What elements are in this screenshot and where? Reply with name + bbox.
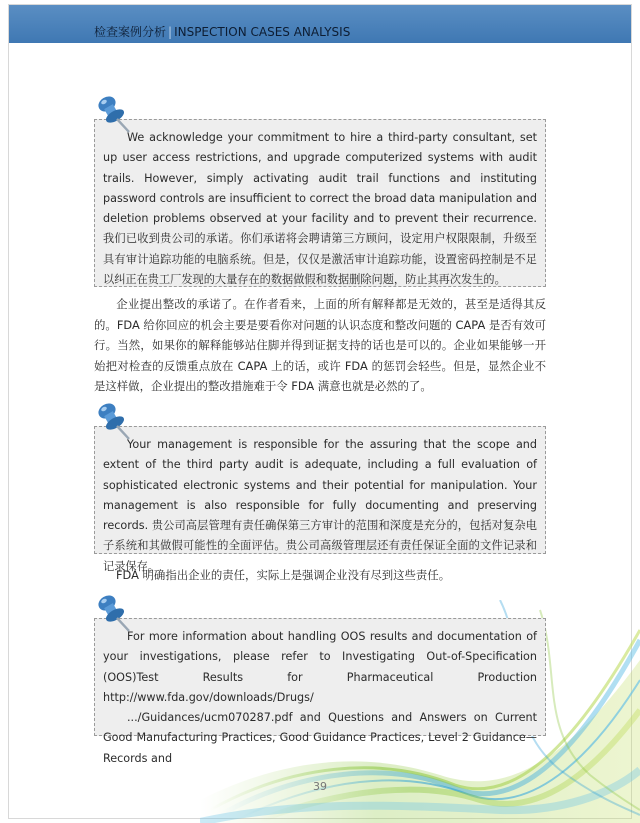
callout-2-body: Your management is responsible for the assuring that the scope and extent of the third party audit is adequate, including a full evaluation of sophisticated electronic systems and their potential for manipulation. Your management is also responsible for fully documenting and preserving records. 贵公司高层管理有责任确保第三方审计的范围和深度是充分的，包括对复杂电子系统和其做假可能性的全面评估。贵公司高级管理层还有责任保证全面的文件记录和记录保存。 (103, 438, 537, 573)
callout-1-body: We acknowledge your commitment to hire a third-party consultant, set up user access restrictions, and upgrade computerized systems with audit trails. However, simply activating audit trail functions and instituting password controls are insufficient to correct the broad data manipulation and deletion problems observed at your facility and to prevent their recurrence. 我们已收到贵公司的承诺。你们承诺将会聘请第三方顾问，设定用户权限限制，升级至具有审计追踪功能的电脑系统。但是，仅仅是激活审计追踪功能，设置密码控制是不足以纠正在贵工厂发现的大量存在的数据做假和数据删除问题，防止其再次发生的。 (103, 131, 537, 287)
callout-box-2 (94, 426, 546, 573)
callout-3-body-continued: .../Guidances/ucm070287.pdf and Questions and Answers on Current Good Manufacturing Practices, Good Guidance Practices, Level 2 Guidance—Records and (103, 711, 537, 765)
callout-text-1 (103, 128, 537, 290)
callout-box-1 (94, 119, 546, 287)
callout-text-2 (103, 435, 537, 577)
header-title-en: INSPECTION CASES ANALYSIS (174, 25, 351, 39)
running-header (94, 23, 350, 40)
body-paragraph-1 (94, 294, 546, 397)
header-title-cn: 检查案例分析 (94, 25, 167, 39)
callout-text-3 (103, 627, 537, 769)
paragraph-1-text: 企业提出整改的承诺了。在作者看来，上面的所有解释都是无效的，甚至是适得其反的。FDA 给你回应的机会主要是要看你对问题的认识态度和整改问题的 CAPA 是否有效可行。当然，如果你的解释能够站住脚并得到证据支持的话也是可以的。企业如果能够一开始把对检查的反馈重点放在 CAPA 上的话，或许 FDA 的惩罚会轻些。但是，显然企业不是这样做，企业提出的整改措施难于令 FDA 满意也就是必然的了。 (94, 297, 546, 394)
callout-3-body: For more information about handling OOS results and documentation of your investigations, please refer to Investigating Out-of-Specification (OOS)Test Results for Pharmaceutical Production http://www.fda.gov/downloads/Drugs/ (103, 630, 537, 704)
callout-box-3 (94, 618, 546, 765)
page-number: 39 (313, 780, 327, 793)
paragraph-2-text: FDA 明确指出企业的责任，实际上是强调企业没有尽到这些责任。 (116, 568, 451, 582)
header-separator: | (168, 25, 173, 39)
body-paragraph-2 (94, 565, 546, 586)
